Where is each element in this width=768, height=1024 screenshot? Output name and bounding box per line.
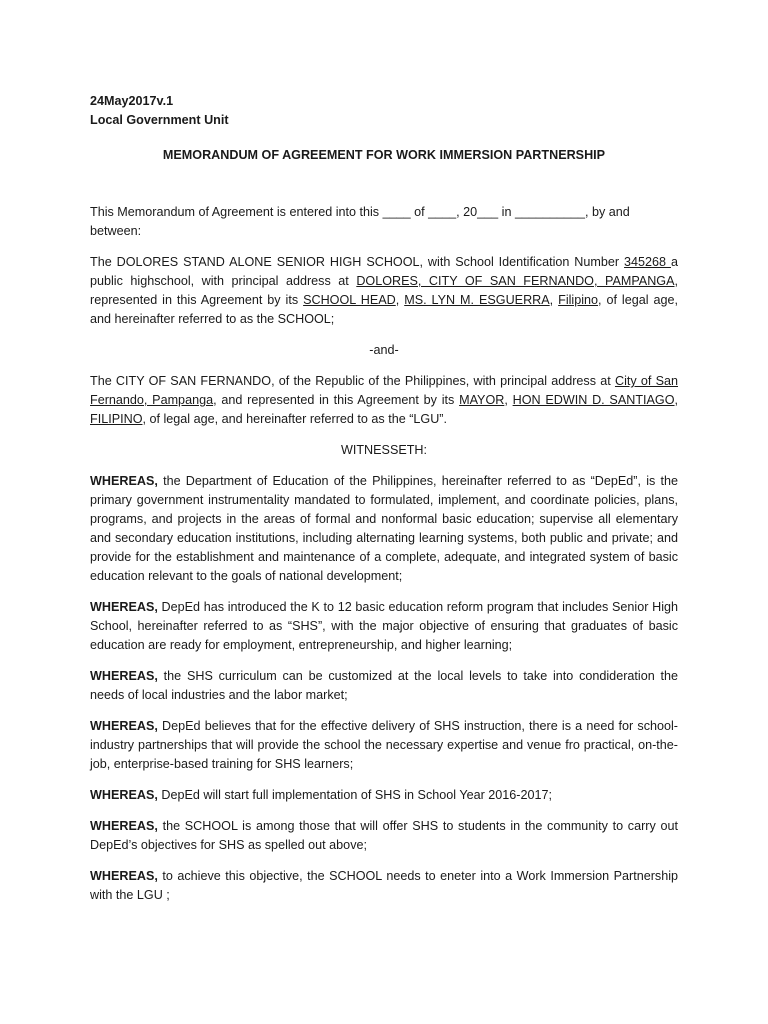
- lgu-position: MAYOR: [459, 393, 505, 407]
- school-address: DOLORES, CITY OF SAN FERNANDO, PAMPANGA: [356, 274, 675, 288]
- version-label: 24May2017v.1: [90, 94, 174, 108]
- whereas-clause: [90, 786, 678, 805]
- party1-paragraph: [90, 253, 678, 329]
- whereas-clause: [90, 667, 678, 705]
- whereas-text: to achieve this objective, the SCHOOL needs to eneter into a Work Immersion Partnership with the LGU ;: [90, 869, 678, 902]
- separator: ,: [549, 293, 559, 307]
- whereas-clause: [90, 717, 678, 774]
- whereas-label: WHEREAS,: [90, 669, 158, 683]
- party2-text: , and represented in this Agreement by its: [213, 393, 460, 407]
- whereas-label: WHEREAS,: [90, 719, 158, 733]
- school-id: 345268: [624, 255, 671, 269]
- separator: ,: [674, 393, 679, 407]
- whereas-clause: [90, 817, 678, 855]
- party1-text: a public highschool, with principal address at: [90, 255, 678, 288]
- whereas-label: WHEREAS,: [90, 869, 158, 883]
- whereas-text: the SCHOOL is among those that will offer SHS to students in the community to carry out DepEd’s objectives for SHS as spelled out above;: [90, 819, 678, 852]
- party1-text: The DOLORES STAND ALONE SENIOR HIGH SCHOOL, with School Identification Number: [90, 255, 625, 269]
- separator: ,: [395, 293, 405, 307]
- whereas-label: WHEREAS,: [90, 474, 158, 488]
- document-title: MEMORANDUM OF AGREEMENT FOR WORK IMMERSION PARTNERSHIP: [162, 148, 606, 162]
- mayor-name: HON EDWIN D. SANTIAGO: [512, 393, 675, 407]
- whereas-label: WHEREAS,: [90, 600, 158, 614]
- and-separator: -and-: [369, 343, 399, 357]
- school-head-position: SCHOOL HEAD: [303, 293, 396, 307]
- unit-label: Local Government Unit: [90, 113, 229, 127]
- whereas-clause: [90, 867, 678, 905]
- whereas-text: the SHS curriculum can be customized at the local levels to take into condideration the needs of local industries and the labor market;: [90, 669, 678, 702]
- whereas-clause: [90, 472, 678, 586]
- lgu-address: City of San Fernando, Pampanga: [90, 374, 678, 407]
- party1-text: , of legal age, and hereinafter referred to as the SCHOOL;: [90, 293, 678, 326]
- whereas-text: DepEd has introduced the K to 12 basic education reform program that includes Senior High School, hereinafter referred to as “SHS”, with the major objective of ensuring that graduates of basic education are ready for employment, entrepreneurship, and higher learning;: [90, 600, 678, 652]
- whereas-clause: [90, 598, 678, 655]
- party2-paragraph: [90, 372, 678, 429]
- school-head-nationality: Filipino: [558, 293, 599, 307]
- whereas-text: DepEd will start full implementation of SHS in School Year 2016-2017;: [157, 788, 553, 802]
- school-head-name: MS. LYN M. ESGUERRA: [404, 293, 550, 307]
- party2-text: The CITY OF SAN FERNANDO, of the Republic of the Philippines, with principal address at: [90, 374, 615, 388]
- party1-text: , represented in this Agreement by its: [90, 274, 678, 307]
- party2-text: , of legal age, and hereinafter referred to as the “LGU”.: [142, 412, 448, 426]
- whereas-label: WHEREAS,: [90, 788, 158, 802]
- whereas-text: DepEd believes that for the effective delivery of SHS instruction, there is a need for school-industry partnerships that will provide the school the necessary expertise and venue fro practical, on-the-job, enterprise-based training for SHS learners;: [90, 719, 678, 771]
- intro-paragraph: This Memorandum of Agreement is entered into this ____ of ____, 20___ in __________, by and between:: [90, 205, 630, 238]
- mayor-nationality: FILIPINO: [90, 412, 143, 426]
- witnesseth-heading: WITNESSETH:: [340, 443, 428, 457]
- whereas-text: the Department of Education of the Philippines, hereinafter referred to as “DepEd”, is the primary government instrumentality mandated to formulated, implement, and coordinate policies, plans, programs, and projects in the areas of formal and nonformal basic education; supervise all elementary and secondary education institutions, including alternating learning systems, both public and private; and provide for the establishment and maintenance of a complete, adequate, and integrated system of basic education relevant to the goals of national development;: [90, 474, 678, 583]
- whereas-label: WHEREAS,: [90, 819, 158, 833]
- separator: ,: [504, 393, 513, 407]
